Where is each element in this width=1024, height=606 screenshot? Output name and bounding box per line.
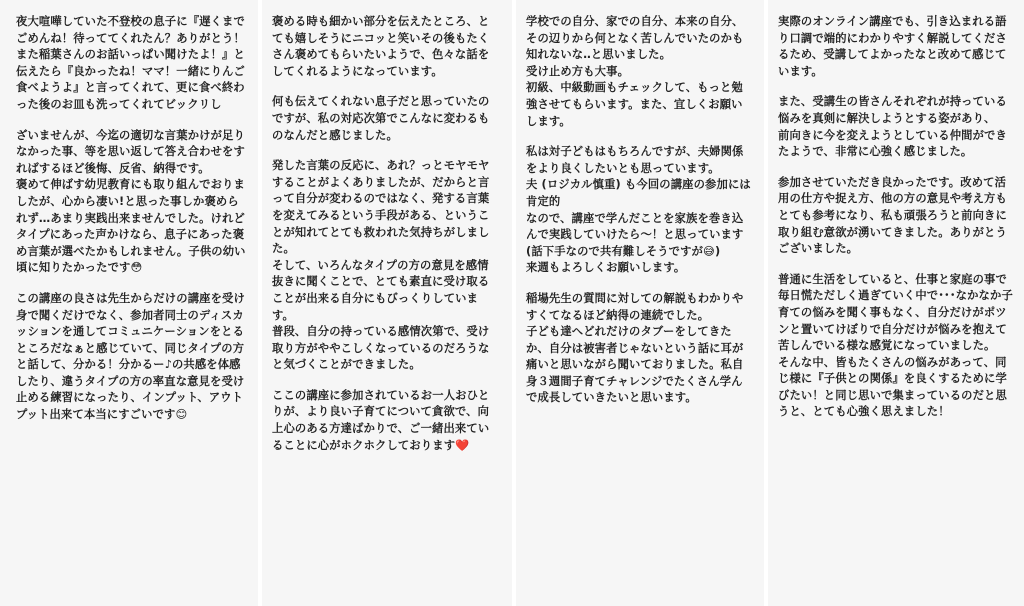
- testimonial-column-2: [272, 14, 500, 468]
- testimonial-card-1: [0, 0, 258, 606]
- testimonial-card-3: [516, 0, 764, 606]
- testimonial-text: 褒める時も細かい部分を伝えたところ、とても嬉しそうにニコッと笑いその後もたくさん褒めてもらいたいようで、色々な話をしてくれるようになっています。: [272, 15, 490, 78]
- testimonial-column-4: [778, 14, 1014, 435]
- testimonial-column-1: [16, 14, 248, 438]
- testimonial-card-2: [262, 0, 512, 606]
- testimonial-text: ざいませんが、今迄の適切な言葉かけが足りなかった事、等を思い返して答え合わせをすればするほど後悔、反省、納得です。 褒めて伸ばす幼児教育にも取り組んでおりましたが、心から凄い!と思った事しか褒められず…あまり実践出来ませんでした。けれどタイプにあった声かけなら、息子にあった褒め言葉が選べたかもしれません。子供の幼い頃に知りたかったです😳: [16, 128, 246, 275]
- testimonial-column-3: [526, 14, 752, 421]
- testimonial-text: また、受講生の皆さんそれぞれが持っている悩みを真剣に解決しようとする姿があり、 前向きに今を変えようとしている仲間ができたようで、非常に心強く感じました。: [778, 95, 1007, 159]
- testimonial-text: 実際のオンライン講座でも、引き込まれる語り口調で端的にわかりやすく解説してくださるため、受講してよかったなと改めて感じています。: [778, 15, 1007, 78]
- testimonial-text: 発した言葉の反応に、あれ？っとモヤモヤすることがよくありましたが、だからと言って自分が変わるのではなく、発する言葉を変えてみるという手段がある、ということが知れてとても救われた気持ちがしました。 そして、いろんなタイプの方の意見を感情抜きに聞くことで、とても素直に受け取ることが出来る自分にもびっくりしています。 普段、自分の持っている感情次第で、受け取り方がややこしくなっているのだろうなと気づくことができました。: [272, 159, 490, 372]
- testimonial-text: 参加させていただき良かったです。改めて活用の仕方や捉え方、他の方の意見や考え方もとても参考になり、私も頑張ろうと前向きに取り組む意欲が湧いてきました。ありがとうございました。: [778, 175, 1007, 256]
- testimonial-text: 何も伝えてくれない息子だと思っていたのですが、私の対応次第でこんなに変わるものなんだと感じました。: [272, 95, 490, 142]
- testimonial-text: この講座の良さは先生からだけの講座を受け身で聞くだけでなく、参加者同士のディスカッションを通してコミュニケーションをとるところだなぁと感じていて、同じタイプの方と話して、分かる！分かるー♪の共感を体感したり、違うタイプの方の率直な意見を受け止める練習になったり、インプット、アウトプット出来て本当にすごいです😊: [16, 291, 245, 422]
- testimonial-card-4: [768, 0, 1024, 606]
- testimonial-text: 稲場先生の質問に対しての解説もわかりやすくてなるほど納得の連続でした。 子ども達へどれだけのタブーをしてきたか、自分は被害者じゃないという話に耳が痛いと思いながら聞いておりました。私自身３週間子育てチャレンジでたくさん学んで成長していきたいと思います。: [526, 291, 744, 405]
- testimonial-text: 学校での自分、家での自分、本来の自分、その辺りから何となく苦しんでいたのかも知れないな‥と思いました。 受け止め方も大事。 初級、中級動画もチェックして、もっと勉強させてもらいます。また、宜しくお願いします。: [526, 15, 744, 128]
- testimonial-text: 私は対子どもはもちろんですが、夫婦関係をより良くしたいとも思っています。 夫 (ロジカル慎重) も今回の講座の参加には肯定的 なので、講座で学んだことを家族を巻き込んで実践していけたら〜！と思っています (話下手なので共有難しそうですが😅) 来週もよろしくお願いします。: [526, 145, 751, 275]
- testimonial-text: 普通に生活をしていると、仕事と家庭の事で毎日慌ただしく過ぎていく中で･･･なかなか子育ての悩みを聞く事もなく、自分だけがポツンと置いてけぼりで自分だけが悩みを抱えて苦しんでいる様な感覚になっていました。 そんな中、皆もたくさんの悩みがあって、同じ様に『子供との関係』を良くするために学びたい！と同じ思いで集まっているのだと思うと、とても心強く思えました！: [778, 272, 1013, 419]
- testimonial-text: 夜大喧嘩していた不登校の息子に『遅くまでごめんね！待っててくれたん？ありがとう！また稲葉さんのお話いっぱい聞けたよ！』と伝えたら『良かったね！ママ！一緒にりんご食べようよ』と言ってくれて、更に食べ終わった後のお皿も洗ってくれてビックリし: [16, 15, 245, 111]
- testimonial-text: ここの講座に参加されているお一人おひとりが、より良い子育てについて貪欲で、向上心のある方達ばかりで、ご一緒出来ていることに心がホクホクしております❤️: [272, 388, 490, 452]
